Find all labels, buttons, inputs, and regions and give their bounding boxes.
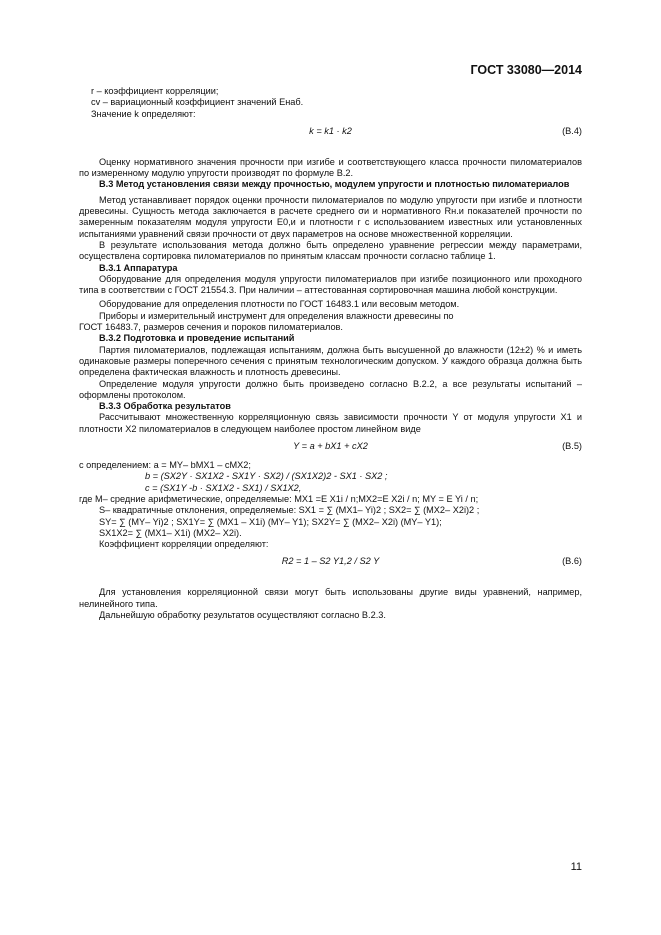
paragraph-instruments-cont: ГОСТ 16483.7, размеров сечения и пороков пиломатериалов. (79, 322, 343, 333)
equation-b5-formula: Y = a + bX1 + cX2 (293, 441, 368, 452)
document-id: ГОСТ 33080—2014 (470, 63, 582, 77)
where-means: где M– средние арифметические, определяемые: MX1 =E X1i / n;MX2=E X2i / n; MY = E Yi / n; (79, 493, 479, 504)
paragraph-assessment: Оценку нормативного значения прочности при изгибе и соответствующего класса прочности пиломатериалов по измеренному модулю упругости производят по формуле В.2. (79, 156, 582, 179)
where-sy: SY= ∑ (MY– Yi)2 ; SX1Y= ∑ (MX1 – X1i) (MY– Y1); SX2Y= ∑ (MX2– X2i) (MY– Y1); (99, 516, 442, 527)
paragraph-result: В результате использования метода должно быть определено уравнение регрессии между параметрами, осуществлена сортировка пиломатериалов по принятым классам прочности согласно таблице 1. (79, 239, 582, 262)
where-sx1x2: SX1X2= ∑ (MX1– X1i) (MX2– X2i). (99, 527, 242, 538)
section-b31-title: В.3.1 Аппаратура (99, 262, 178, 273)
paragraph-instruments: Приборы и измерительный инструмент для определения влажности древесины по (99, 310, 454, 321)
section-b32-title: В.3.2 Подготовка и проведение испытаний (99, 333, 295, 344)
paragraph-method: Метод устанавливает порядок оценки прочности пиломатериалов по модулю упругости при изгибе и плотности древесины. Сущность метода заключается в расчете среднего σи и нормативного Rн.и показателей прочности по замеренным показателям модуля упругости E0,и и плотности r с использованием известных или установленных испытаниями уравнений связи прочности от двух параметров на основе множественной корреляции. (79, 194, 582, 239)
equation-b4 (79, 126, 582, 139)
paragraph-equipment: Оборудование для определения модуля упругости пиломатериалов при изгибе позиционного или проходного типа в соответствии с ГОСТ 21554.3. При наличии – аттестованная сортировочная машина любой конструкции. (79, 273, 582, 296)
section-b3-title: В.3 Метод установления связи между прочностью, модулем упругости и плотностью пиломатериалов (99, 179, 570, 190)
equation-b6-number: (В.6) (562, 556, 582, 567)
equation-b6 (79, 556, 582, 569)
equation-b5-number: (В.5) (562, 441, 582, 452)
paragraph-further-processing: Дальнейшую обработку результатов осуществляют согласно В.2.3. (99, 609, 386, 620)
correlation-intro: Коэффициент корреляции определяют: (99, 539, 269, 550)
paragraph-other-equations: Для установления корреляционной связи могут быть использованы другие виды уравнений, например, нелинейного типа. (79, 587, 582, 609)
coef-c: c = (SX1Y -b · SX1X2 - SX1) / SX1X2, (145, 482, 302, 493)
equation-b4-formula: k = k1 · k2 (309, 125, 352, 136)
page-body (79, 86, 582, 621)
section-b33-title: В.3.3 Обработка результатов (99, 401, 231, 412)
def-r: r – коэффициент корреляции; (91, 86, 219, 96)
paragraph-correlation: Рассчитывают множественную корреляционную связь зависимости прочности Y от модуля упругости X1 и плотности X2 пиломатериалов в следующем наиболее простом линейном виде (79, 412, 582, 434)
where-deviations: S– квадратичные отклонения, определяемые: SX1 = ∑ (MX1– Yi)2 ; SX2= ∑ (MX2– X2i)2 ; (99, 505, 480, 516)
def-cv: cv – вариационный коэффициент значений Eнаб. (91, 97, 304, 108)
coef-b: b = (SX2Y · SX1X2 - SX1Y · SX2) / (SX1X2)2 - SX1 · SX2 ; (145, 471, 388, 482)
equation-b5 (79, 441, 582, 454)
k-intro: Значение k определяют: (91, 108, 196, 119)
paragraph-density-equipment: Оборудование для определения плотности по ГОСТ 16483.1 или весовым методом. (99, 299, 460, 310)
paragraph-modulus: Определение модуля упругости должно быть произведено согласно В.2.2, а все результаты испытаний – оформлены протоколом. (79, 378, 582, 400)
paragraph-batch: Партия пиломатериалов, подлежащая испытаниям, должна быть высушенной до влажности (12±2) % и иметь одинаковые размеры поперечного сечения с принятым технологическим допуском. У каждого образца должна быть определена фактическая влажность и плотность древесины. (79, 344, 582, 378)
equation-b4-number: (В.4) (562, 125, 582, 136)
coef-a: с определением: a = MY– bMX1 – cMX2; (79, 460, 251, 471)
page-number: 11 (570, 861, 582, 873)
equation-b6-formula: R2 = 1 – S2 Y1,2 / S2 Y (281, 556, 380, 567)
